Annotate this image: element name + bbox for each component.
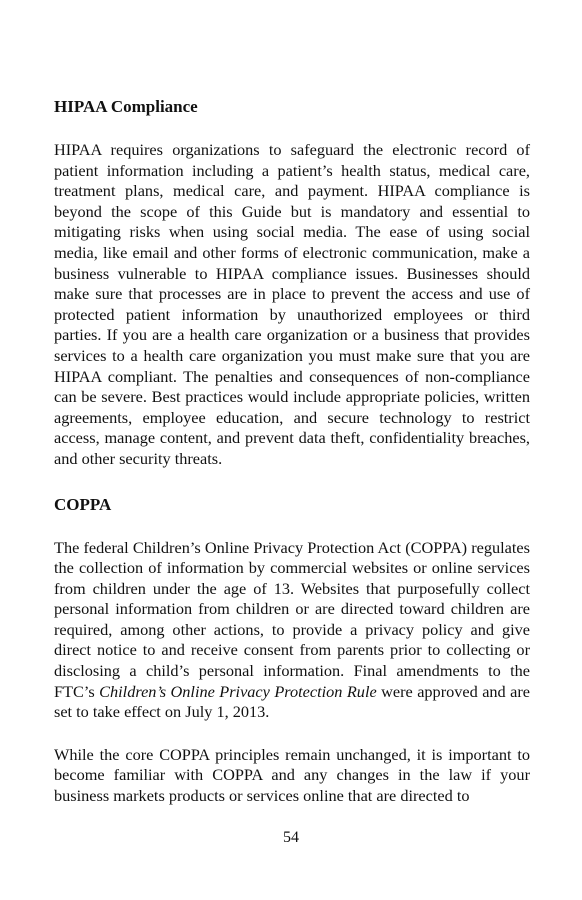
page-number: 54 bbox=[283, 829, 299, 846]
rule-title-italic: Children’s Online Privacy Protection Rule bbox=[99, 681, 377, 701]
paragraph-hipaa: HIPAA requires organizations to safeguard the electronic record of patient information including a patient’s health status, medical care, treatment plans, medical care, and payment. HIPAA compliance is beyond the scope of this Guide but is mandatory and essential to mitigating risks when using social media. The ease of using social media, like email and other forms of electronic communication, make a business vulnerable to HIPAA compliance issues. Businesses should make sure that processes are in place to prevent the access and use of protected patient information by unauthorized employees or third parties. If you are a health care organization or a business that provides services to a health care organization you must make sure that you are HIPAA compliant. The penalties and consequences of non-compliance can be severe. Best practices would include appropriate policies, written agreements, employee education, and secure technology to restrict access, manage content, and prevent data theft, confidentiality breaches, and other security threats. bbox=[54, 140, 530, 468]
page-content bbox=[54, 96, 530, 829]
section-heading-coppa: COPPA bbox=[54, 494, 112, 514]
paragraph-coppa-2: While the core COPPA principles remain unchanged, it is important to become familiar with COPPA and any changes in the law if your business markets products or services online that are directed to bbox=[54, 744, 530, 806]
section-heading-hipaa: HIPAA Compliance bbox=[54, 97, 198, 116]
paragraph-coppa-1-text-a: The federal Children’s Online Privacy Protection Act (COPPA) regulates the collection of information by commercial websites or online services from children under the age of 13. Websites that purposefully collect personal information from children or are directed toward children are required, among other actions, to provide a privacy policy and give direct notice to and receive consent from parents prior to collecting or disclosing a child’s personal information. Final amendments to the FTC’s bbox=[54, 537, 530, 701]
paragraph-coppa-1 bbox=[54, 538, 530, 723]
paragraph-coppa-1-text-b: were approved and are set to take effect on July 1, 2013. bbox=[54, 681, 531, 722]
